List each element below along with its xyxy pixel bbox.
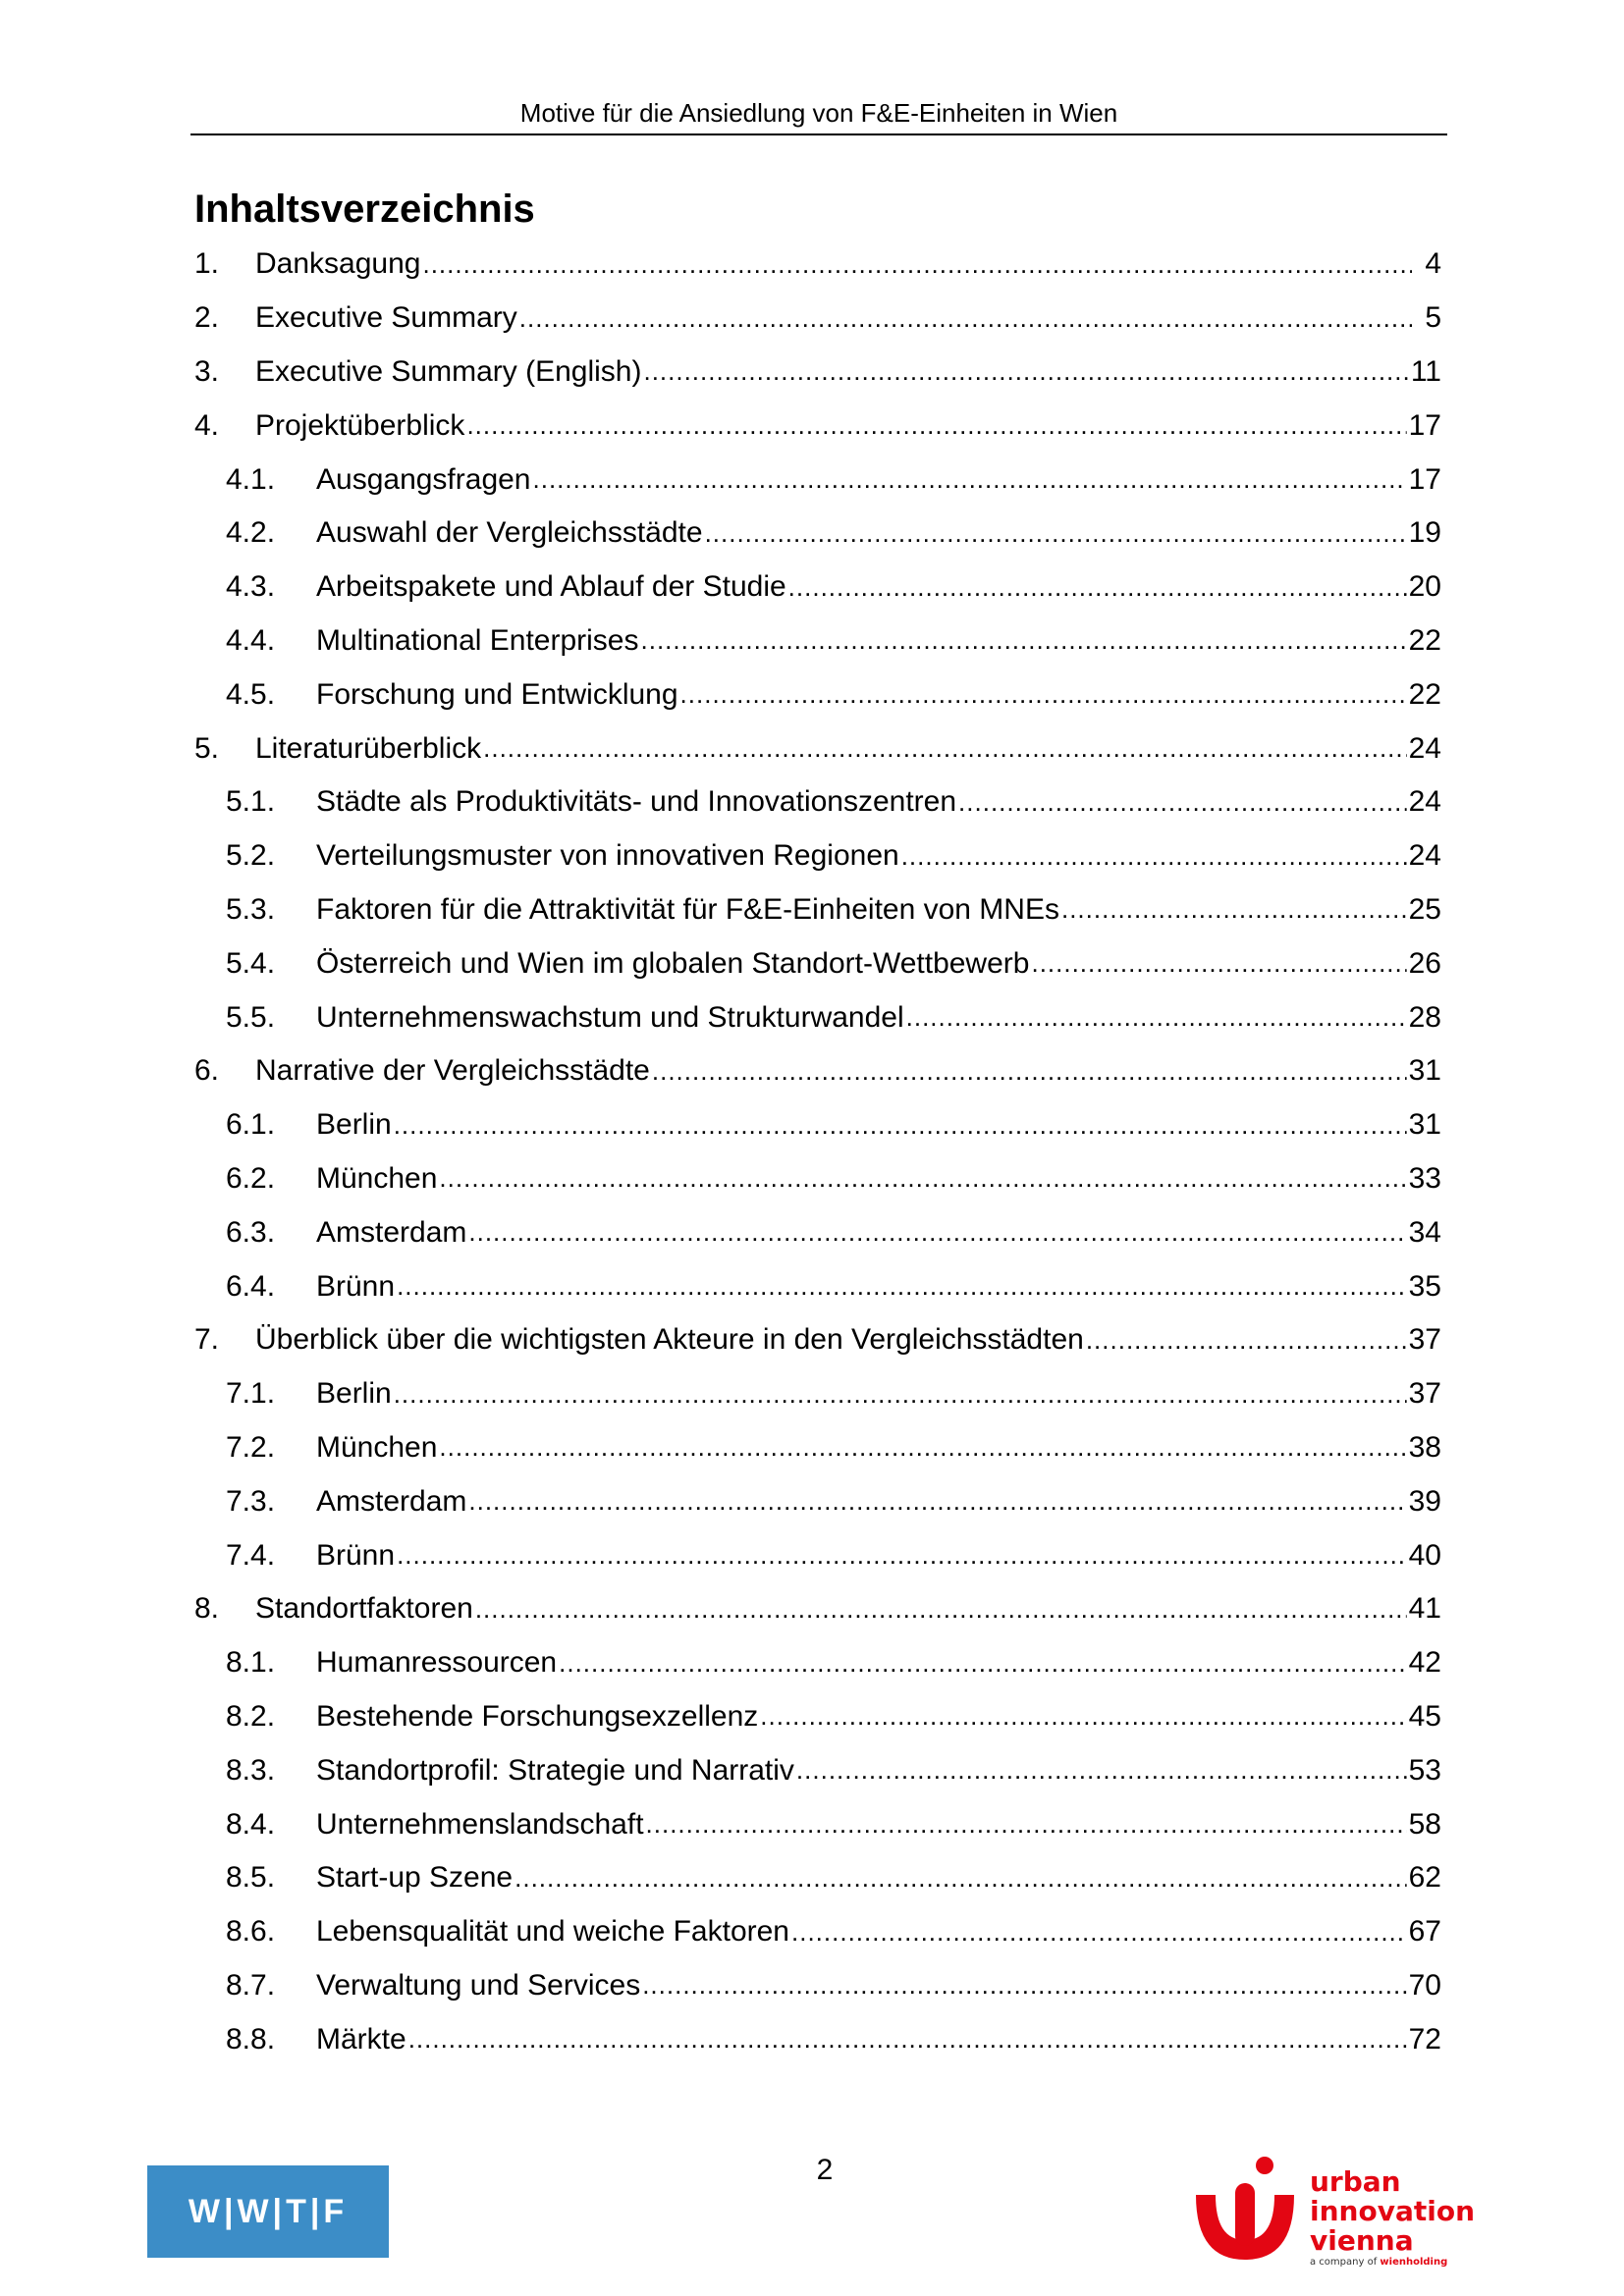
toc-leader-dots xyxy=(408,2024,1407,2055)
toc-entry-page: 28 xyxy=(1408,1000,1441,1034)
toc-entry-label: Ausgangsfragen xyxy=(316,462,531,496)
toc-entry[interactable] xyxy=(194,399,1441,453)
toc-leader-dots xyxy=(901,841,1407,872)
uiv-word-2: innovation xyxy=(1310,2195,1475,2227)
toc-entry-label: Amsterdam xyxy=(316,1215,467,1249)
toc-leader-dots xyxy=(646,1809,1407,1840)
toc-entry-label: Executive Summary (English) xyxy=(255,354,642,388)
toc-leader-dots xyxy=(652,1056,1407,1087)
toc-leader-dots xyxy=(533,464,1407,495)
toc-leader-dots xyxy=(705,518,1407,549)
toc-entry-page: 39 xyxy=(1408,1484,1441,1518)
toc-entry-page: 38 xyxy=(1408,1430,1441,1464)
toc-entry[interactable] xyxy=(194,453,1441,507)
toc-entry-label: Start-up Szene xyxy=(316,1861,514,1895)
toc-entry-page: 42 xyxy=(1408,1646,1441,1680)
toc-entry-label: Arbeitspakete und Ablauf der Studie xyxy=(316,570,786,604)
toc-entry-number: 8.8. xyxy=(226,2022,276,2056)
toc-entry-page: 26 xyxy=(1408,946,1441,980)
toc-entry-label: Verwaltung und Services xyxy=(316,1968,641,2002)
toc-entry-label: Narrative der Vergleichsstädte xyxy=(255,1054,650,1088)
toc-entry-page: 45 xyxy=(1408,1699,1441,1733)
toc-entry[interactable] xyxy=(194,292,1441,346)
toc-entry-label: Multinational Enterprises xyxy=(316,623,639,657)
toc-entry-number: 7.1. xyxy=(226,1377,276,1411)
toc-entry-label: München xyxy=(316,1430,438,1464)
toc-entry-label: Märkte xyxy=(316,2022,406,2056)
toc-leader-dots xyxy=(559,1648,1407,1679)
toc-entry-page: 17 xyxy=(1408,408,1441,442)
toc-entry-page: 25 xyxy=(1408,892,1441,926)
toc-leader-dots xyxy=(788,572,1407,603)
toc-leader-dots xyxy=(1031,948,1406,979)
toc-leader-dots xyxy=(760,1701,1406,1732)
toc-entry-page: 53 xyxy=(1408,1753,1441,1787)
toc-leader-dots xyxy=(394,1110,1407,1141)
toc-entry[interactable] xyxy=(194,507,1441,561)
toc-entry-number: 8.3. xyxy=(226,1753,276,1787)
toc-entry-number: 6. xyxy=(194,1054,220,1088)
toc-leader-dots xyxy=(468,1217,1406,1248)
toc-leader-dots xyxy=(1086,1325,1407,1356)
toc-entry-number: 8.7. xyxy=(226,1968,276,2002)
toc-entry-number: 7.2. xyxy=(226,1430,276,1464)
toc-leader-dots xyxy=(394,1379,1407,1410)
toc-entry-label: Berlin xyxy=(316,1377,392,1411)
toc-leader-dots xyxy=(641,625,1407,656)
toc-entry-number: 4. xyxy=(194,408,220,442)
toc-entry-page: 35 xyxy=(1408,1269,1441,1303)
toc-entry-number: 6.1. xyxy=(226,1108,276,1142)
toc-entry-number: 4.2. xyxy=(226,516,276,550)
toc-entry-label: Berlin xyxy=(316,1108,392,1142)
toc-entry-number: 1. xyxy=(194,247,220,281)
toc-entry[interactable] xyxy=(194,775,1441,829)
uiv-logo-wordmark xyxy=(1310,2167,1475,2269)
toc-entry-number: 5. xyxy=(194,731,220,765)
toc-entry-label: Danksagung xyxy=(255,247,421,281)
toc-entry-number: 4.5. xyxy=(226,677,276,711)
toc-entry-label: Forschung und Entwicklung xyxy=(316,677,678,711)
wwtf-logo xyxy=(147,2165,389,2258)
toc-leader-dots xyxy=(1061,894,1407,925)
toc-entry[interactable] xyxy=(194,1421,1441,1475)
toc-entry-label: Standortfaktoren xyxy=(255,1592,473,1626)
toc-entry[interactable] xyxy=(194,1905,1441,1959)
toc-entry-number: 8.4. xyxy=(226,1807,276,1841)
toc-entry[interactable] xyxy=(194,1474,1441,1528)
uiv-tagline xyxy=(1310,2256,1475,2269)
toc-entry-number: 7.3. xyxy=(226,1484,276,1518)
toc-entry[interactable] xyxy=(194,721,1441,775)
toc-entry-label: Verteilungsmuster von innovativen Regionen xyxy=(316,839,899,873)
uiv-tagline-text: a company of xyxy=(1310,2257,1378,2268)
toc-entry-page: 4 xyxy=(1425,247,1441,281)
toc-leader-dots xyxy=(514,1863,1407,1894)
toc-entry-page: 70 xyxy=(1408,1968,1441,2002)
toc-entry-page: 40 xyxy=(1408,1538,1441,1572)
toc-entry-label: Unternehmenswachstum und Strukturwandel xyxy=(316,1000,904,1034)
toc-entry[interactable] xyxy=(194,1313,1441,1367)
toc-leader-dots xyxy=(439,1163,1406,1194)
toc-leader-dots xyxy=(643,356,1408,387)
toc-entry-label: Faktoren für die Attraktivität für F&E-Einheiten von MNEs xyxy=(316,892,1059,926)
toc-entry-page: 33 xyxy=(1408,1161,1441,1195)
toc-entry-number: 5.2. xyxy=(226,839,276,873)
toc-entry-label: Bestehende Forschungsexzellenz xyxy=(316,1699,759,1733)
toc-leader-dots xyxy=(958,787,1407,818)
toc-leader-dots xyxy=(422,249,1412,280)
toc-entry-label: Projektüberblick xyxy=(255,408,465,442)
toc-entry-page: 41 xyxy=(1408,1592,1441,1626)
toc-leader-dots xyxy=(680,679,1407,710)
toc-leader-dots xyxy=(796,1755,1407,1786)
toc-entry[interactable] xyxy=(194,1098,1441,1152)
toc-leader-dots xyxy=(642,1970,1406,2001)
toc-entry[interactable] xyxy=(194,1959,1441,2013)
toc-entry-label: Städte als Produktivitäts- und Innovationszentren xyxy=(316,785,957,819)
toc-entry-number: 4.3. xyxy=(226,570,276,604)
toc-entry-number: 6.4. xyxy=(226,1269,276,1303)
toc-entry-number: 8.6. xyxy=(226,1915,276,1949)
toc-entry[interactable] xyxy=(194,1528,1441,1582)
toc-entry-number: 4.4. xyxy=(226,623,276,657)
toc-entry[interactable] xyxy=(194,238,1441,292)
running-header-title: Motive für die Ansiedlung von F&E-Einheiten in Wien xyxy=(519,98,1118,128)
toc-entry[interactable] xyxy=(194,1797,1441,1851)
toc-entry-number: 6.3. xyxy=(226,1215,276,1249)
toc-entry[interactable] xyxy=(194,990,1441,1044)
toc-entry-label: Literaturüberblick xyxy=(255,731,482,765)
toc-entry-label: Unternehmenslandschaft xyxy=(316,1807,644,1841)
toc-leader-dots xyxy=(519,303,1412,334)
toc-entry-number: 2. xyxy=(194,301,220,335)
toc-entry-number: 8. xyxy=(194,1592,220,1626)
uiv-word-1: urban xyxy=(1310,2165,1401,2198)
toc-entry-label: Executive Summary xyxy=(255,301,517,335)
toc-entry-page: 24 xyxy=(1408,731,1441,765)
toc-entry[interactable] xyxy=(194,1259,1441,1313)
toc-title: Inhaltsverzeichnis xyxy=(194,187,535,231)
toc-entry-page: 11 xyxy=(1410,354,1441,388)
toc-entry-page: 24 xyxy=(1408,839,1441,873)
toc-entry-page: 19 xyxy=(1408,516,1441,550)
running-header xyxy=(190,94,1447,135)
toc-entry[interactable] xyxy=(194,1367,1441,1421)
toc-entry[interactable] xyxy=(194,1152,1441,1206)
toc-entry[interactable] xyxy=(194,346,1441,400)
toc-entry-page: 17 xyxy=(1408,462,1441,496)
toc-entry-number: 5.1. xyxy=(226,785,276,819)
toc-entry[interactable] xyxy=(194,1582,1441,1636)
table-of-contents xyxy=(194,238,1441,2066)
toc-entry-label: Brünn xyxy=(316,1269,396,1303)
toc-entry[interactable] xyxy=(194,1205,1441,1259)
toc-entry-page: 37 xyxy=(1408,1323,1441,1357)
toc-leader-dots xyxy=(466,410,1406,441)
toc-entry-page: 22 xyxy=(1408,677,1441,711)
toc-entry[interactable] xyxy=(194,1743,1441,1797)
toc-entry-number: 8.1. xyxy=(226,1646,276,1680)
toc-entry-page: 37 xyxy=(1408,1377,1441,1411)
toc-leader-dots xyxy=(468,1486,1406,1517)
toc-entry-number: 7.4. xyxy=(226,1538,276,1572)
toc-entry[interactable] xyxy=(194,561,1441,614)
toc-entry-page: 5 xyxy=(1425,301,1441,335)
toc-entry-page: 31 xyxy=(1408,1054,1441,1088)
toc-entry-page: 72 xyxy=(1408,2022,1441,2056)
toc-leader-dots xyxy=(397,1271,1407,1302)
toc-entry-page: 22 xyxy=(1408,623,1441,657)
toc-entry-number: 5.5. xyxy=(226,1000,276,1034)
toc-entry-page: 67 xyxy=(1408,1915,1441,1949)
toc-entry-number: 5.3. xyxy=(226,892,276,926)
toc-leader-dots xyxy=(906,1002,1407,1033)
toc-entry[interactable] xyxy=(194,1636,1441,1690)
toc-leader-dots xyxy=(791,1917,1407,1948)
toc-entry[interactable] xyxy=(194,883,1441,937)
toc-entry-label: Standortprofil: Strategie und Narrativ xyxy=(316,1753,794,1787)
toc-entry-label: Humanressourcen xyxy=(316,1646,558,1680)
toc-entry-label: Brünn xyxy=(316,1538,396,1572)
toc-entry-page: 20 xyxy=(1408,570,1441,604)
toc-entry-number: 3. xyxy=(194,354,220,388)
toc-entry-label: Lebensqualität und weiche Faktoren xyxy=(316,1915,789,1949)
toc-entry-label: München xyxy=(316,1161,438,1195)
toc-entry-page: 58 xyxy=(1408,1807,1441,1841)
toc-entry[interactable] xyxy=(194,1690,1441,1744)
toc-entry-number: 6.2. xyxy=(226,1161,276,1195)
toc-entry-page: 31 xyxy=(1408,1108,1441,1142)
toc-entry-label: Auswahl der Vergleichsstädte xyxy=(316,516,703,550)
toc-entry-number: 5.4. xyxy=(226,946,276,980)
toc-leader-dots xyxy=(475,1594,1407,1625)
toc-entry[interactable] xyxy=(194,1044,1441,1098)
toc-entry[interactable] xyxy=(194,667,1441,721)
toc-entry[interactable] xyxy=(194,614,1441,668)
uiv-mark-icon xyxy=(1196,2157,1294,2260)
toc-leader-dots xyxy=(483,733,1407,764)
toc-entry-label: Amsterdam xyxy=(316,1484,467,1518)
toc-entry-number: 8.2. xyxy=(226,1699,276,1733)
toc-entry-label: Überblick über die wichtigsten Akteure in den Vergleichsstädten xyxy=(255,1323,1084,1357)
toc-entry[interactable] xyxy=(194,1851,1441,1905)
toc-entry-page: 34 xyxy=(1408,1215,1441,1249)
toc-entry[interactable] xyxy=(194,2012,1441,2066)
toc-leader-dots xyxy=(439,1432,1406,1463)
toc-leader-dots xyxy=(397,1540,1407,1571)
page-number: 2 xyxy=(816,2154,834,2186)
toc-entry[interactable] xyxy=(194,936,1441,990)
toc-entry-page: 24 xyxy=(1408,785,1441,819)
uiv-tagline-parent: wienholding xyxy=(1380,2257,1448,2268)
toc-entry-page: 62 xyxy=(1408,1861,1441,1895)
wwtf-logo-text: W|W|T|F xyxy=(188,2192,349,2230)
toc-entry-number: 8.5. xyxy=(226,1861,276,1895)
toc-entry[interactable] xyxy=(194,829,1441,883)
uiv-word-3: vienna xyxy=(1310,2224,1414,2257)
toc-entry-label: Österreich und Wien im globalen Standort-Wettbewerb xyxy=(316,946,1030,980)
toc-entry-number: 7. xyxy=(194,1323,220,1357)
toc-entry-number: 4.1. xyxy=(226,462,276,496)
